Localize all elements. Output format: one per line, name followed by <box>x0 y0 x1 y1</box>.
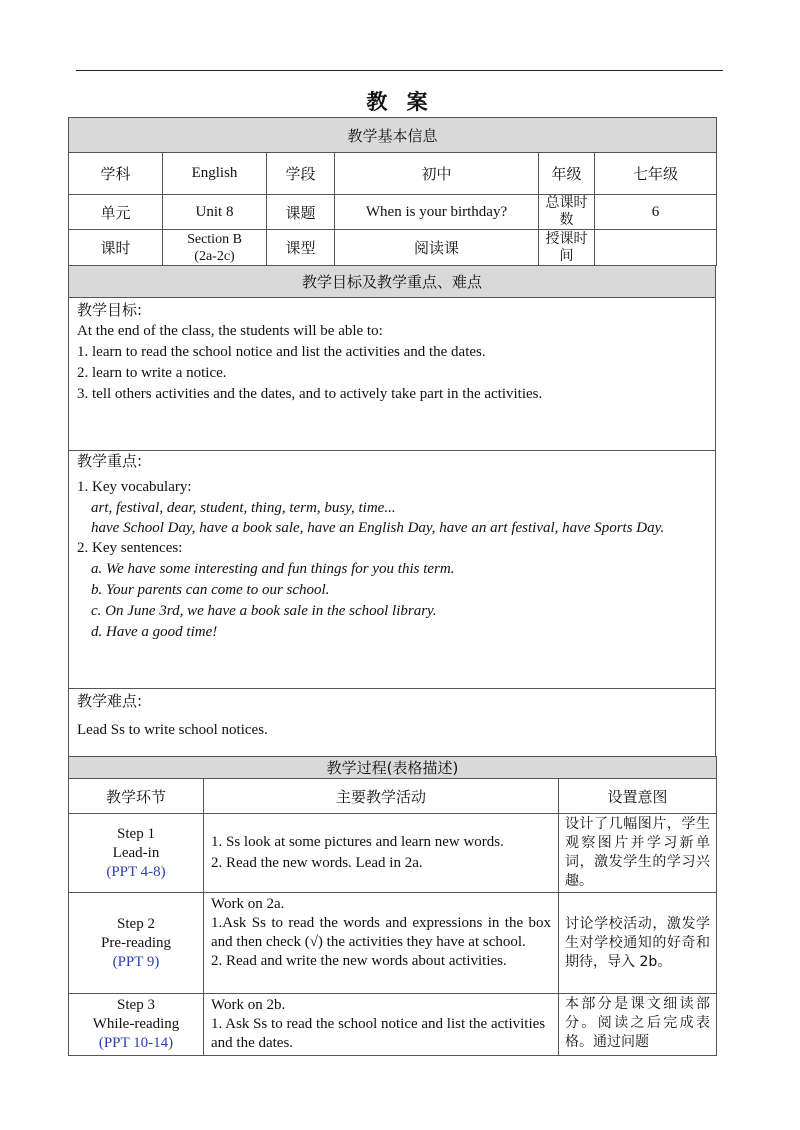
process-table <box>68 756 717 1056</box>
value-period <box>163 230 267 266</box>
step-stage: While-reading <box>92 1016 180 1032</box>
activity-line: Work on 2b. <box>211 997 286 1013</box>
value-teaching-time <box>595 230 717 266</box>
key-points-label: 教学重点: <box>77 452 143 470</box>
activity-line: Work on 2a. <box>211 896 285 912</box>
value-stage: 初中 <box>335 153 539 195</box>
goals-header: 教学目标及教学重点、难点 <box>69 266 716 298</box>
step-cell <box>69 893 204 994</box>
label-period: 课时 <box>69 230 163 266</box>
activities-cell <box>204 814 559 893</box>
key-sentences-title: 2. Key sentences: <box>77 540 183 556</box>
table-row <box>69 994 717 1056</box>
value-grade: 七年级 <box>595 153 717 195</box>
objective-line: 2. learn to write a notice. <box>77 365 227 381</box>
value-period-line2: (2a-2c) <box>194 248 235 264</box>
intent-cell: 设计了几幅图片，学生观察图片并学习新单词，激发学生的学习兴趣。 <box>559 814 717 893</box>
key-sentence: d. Have a good time! <box>91 624 218 640</box>
step-name: Step 3 <box>117 997 155 1013</box>
value-subject: English <box>163 153 267 195</box>
basic-info-header: 教学基本信息 <box>69 118 717 153</box>
step-name: Step 1 <box>117 825 155 842</box>
step-cell <box>69 994 204 1056</box>
goals-table <box>68 265 716 757</box>
step-stage: Lead-in <box>112 844 160 861</box>
key-sentence: c. On June 3rd, we have a book sale in the school library. <box>91 603 437 619</box>
intent-cell: 本部分是课文细读部分。阅读之后完成表格。通过问题 <box>559 994 717 1056</box>
intent-cell: 讨论学校活动，激发学生对学校通知的好奇和期待，导入 2b。 <box>559 893 717 994</box>
objective-line: 1. learn to read the school notice and list the activities and the dates. <box>77 344 486 360</box>
key-vocab-words: art, festival, dear, student, thing, term, busy, time... <box>91 500 396 516</box>
label-unit: 单元 <box>69 195 163 230</box>
key-vocab-title: 1. Key vocabulary: <box>77 479 192 495</box>
activity-line: 1. Ask Ss to read the school notice and list the activities and the dates. <box>211 1016 546 1051</box>
activity-line: 1.Ask Ss to read the words and expressions in the box and then check (√) the activities they have at school. <box>211 915 551 950</box>
key-points-cell <box>69 451 716 689</box>
header-rule <box>76 70 723 71</box>
value-period-line1: Section B <box>187 231 242 247</box>
table-row <box>69 893 717 994</box>
difficulty-label: 教学难点: <box>77 692 143 710</box>
label-topic: 课题 <box>267 195 335 230</box>
label-teaching-time: 授课时间 <box>539 230 595 266</box>
value-topic: When is your birthday? <box>335 195 539 230</box>
col-header-intent: 设置意图 <box>559 779 717 814</box>
activity-line: 2. Read and write the new words about activities. <box>211 953 507 969</box>
objective-line: At the end of the class, the students will be able to: <box>77 323 383 339</box>
basic-info-table <box>68 117 717 266</box>
label-stage: 学段 <box>267 153 335 195</box>
step-ppt: (PPT 10-14) <box>98 1035 174 1051</box>
activity-line: 2. Read the new words. Lead in 2a. <box>211 855 423 871</box>
difficulty-text: Lead Ss to write school notices. <box>77 722 268 738</box>
process-header: 教学过程(表格描述) <box>69 757 717 779</box>
difficulty-cell <box>69 689 716 757</box>
key-sentence: a. We have some interesting and fun things for you this term. <box>91 561 455 577</box>
activity-line: 1. Ss look at some pictures and learn new words. <box>211 834 504 850</box>
label-lesson-type: 课型 <box>267 230 335 266</box>
step-cell <box>69 814 204 893</box>
label-total-lessons: 总课时数 <box>539 195 595 230</box>
col-header-activities: 主要教学活动 <box>204 779 559 814</box>
value-unit: Unit 8 <box>163 195 267 230</box>
key-vocab-phrases: have School Day, have a book sale, have an English Day, have an art festival, have Sports Day. <box>91 520 665 536</box>
step-name: Step 2 <box>117 915 155 932</box>
col-header-stage: 教学环节 <box>69 779 204 814</box>
objective-line: 3. tell others activities and the dates, and to actively take part in the activities. <box>77 386 543 402</box>
step-ppt: (PPT 4-8) <box>106 863 166 880</box>
document-title: 教 案 <box>366 90 434 114</box>
label-grade: 年级 <box>539 153 595 195</box>
activities-cell <box>204 893 559 994</box>
objectives-cell <box>69 298 716 451</box>
table-row <box>69 814 717 893</box>
activities-cell <box>204 994 559 1056</box>
value-total-lessons: 6 <box>595 195 717 230</box>
objectives-label: 教学目标: <box>77 301 143 319</box>
key-sentence: b. Your parents can come to our school. <box>91 582 330 598</box>
value-lesson-type: 阅读课 <box>335 230 539 266</box>
step-ppt: (PPT 9) <box>112 953 160 970</box>
step-stage: Pre-reading <box>101 934 171 951</box>
label-subject: 学科 <box>69 153 163 195</box>
